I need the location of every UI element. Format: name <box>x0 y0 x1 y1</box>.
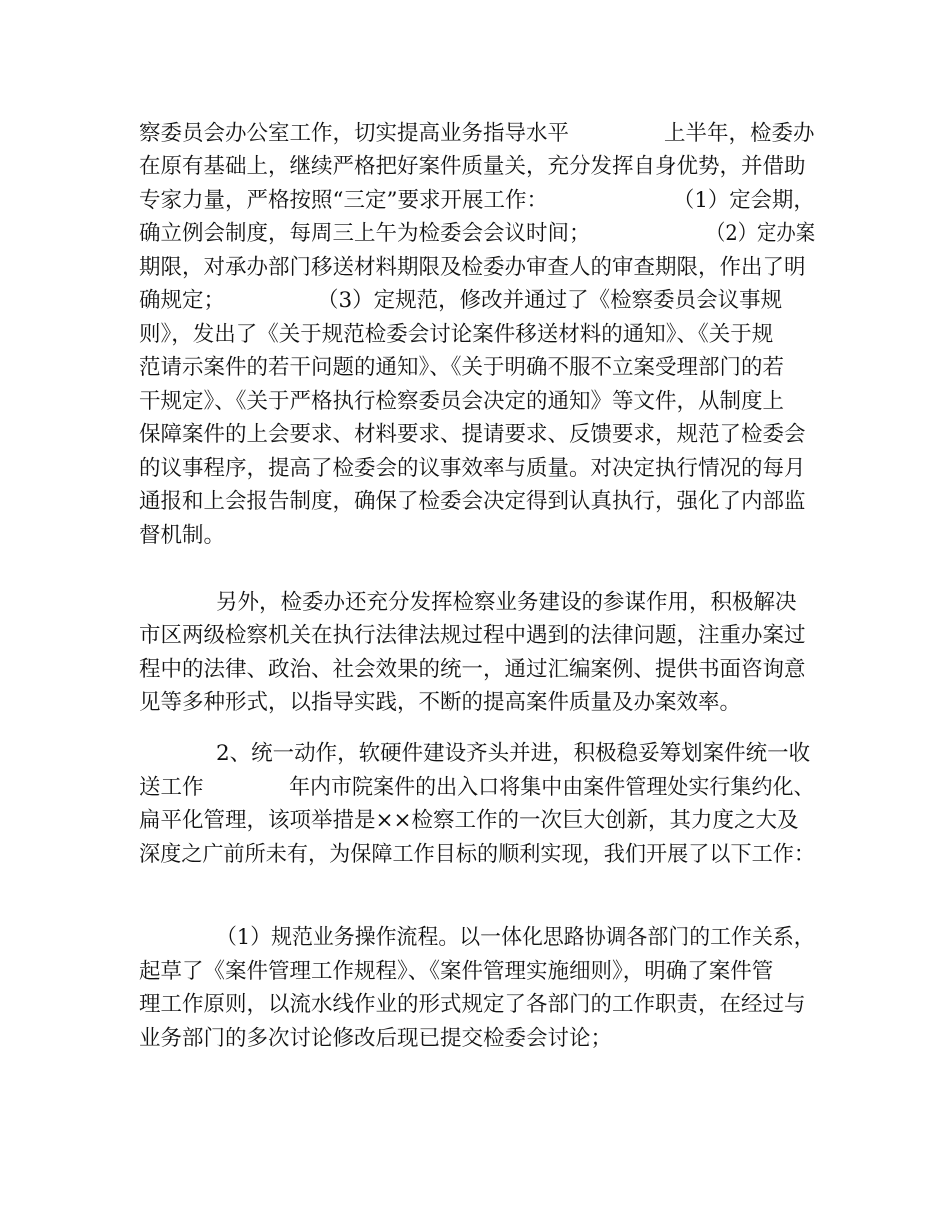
text-segment: 市区两级检察机关在执行法律法规过程中遇到的法律问题，注重办案过 <box>139 623 806 648</box>
text-segment: （3）定规范，修改并通过了《检察委员会议事规 <box>317 288 783 313</box>
text-segment: 通报和上会报告制度，确保了检委会决定得到认真执行，强化了内部监 <box>139 489 806 514</box>
text-segment: 在原有基础上，继续严格把好案件质量关，充分发挥自身优势，并借助 <box>139 154 806 179</box>
text-segment: 见等多种形式，以指导实践，不断的提高案件质量及办案效率。 <box>139 690 742 715</box>
text-segment: 专家力量，严格按照“三定”要求开展工作： <box>139 188 548 213</box>
text-segment: 另外，检委办还充分发挥检察业务建设的参谋作用，积极解决 <box>216 590 797 615</box>
text-segment: 确规定； <box>139 288 226 313</box>
text-segment: （2）定办案 <box>706 221 816 246</box>
text-segment: 扁平化管理，该项举措是××检察工作的一次巨大创新，其力度之大及 <box>139 808 799 833</box>
text-segment: 深度之广前所未有，为保障工作目标的顺利实现，我们开展了以下工作： <box>139 842 816 867</box>
text-segment: 程中的法律、政治、社会效果的统一，通过汇编案例、提供书面咨询意 <box>139 657 806 682</box>
text-segment: 上半年，检委办 <box>664 121 815 146</box>
text-segment: 期限，对承办部门移送材料期限及检委办审查人的审查期限，作出了明 <box>139 255 806 280</box>
text-segment: 确立例会制度，每周三上午为检委会会议时间； <box>139 221 591 246</box>
text-segment: 察委员会办公室工作，切实提高业务指导水平 <box>139 121 570 146</box>
text-segment: 理工作原则，以流水线作业的形式规定了各部门的工作职责，在经过与 <box>139 992 806 1017</box>
text-segment: 干规定》、《关于严格执行检察委员会决定的通知》等文件，从制度上 <box>139 389 785 414</box>
text-segment: 年内市院案件的出入口将集中由案件管理处实行集约化、 <box>289 775 815 800</box>
text-segment: 范请示案件的若干问题的通知》、《关于明确不服不立案受理部门的若 <box>139 355 785 380</box>
text-segment: 起草了《案件管理工作规程》、《案件管理实施细则》，明确了案件管 <box>139 959 774 984</box>
text-segment: 的议事程序，提高了检委会的议事效率与质量。对决定执行情况的每月 <box>139 456 806 481</box>
text-segment: 则》，发出了《关于规范检委会讨论案件移送材料的通知》、《关于规 <box>139 322 774 347</box>
text-segment: 2、统一动作，软硬件建设齐头并进，积极稳妥筹划案件统一收 <box>216 741 811 766</box>
text-segment: （1）规范业务操作流程。以一体化思路协调各部门的工作关系， <box>216 925 815 950</box>
text-segment: 业务部门的多次讨论修改后现已提交检委会讨论； <box>139 1026 613 1051</box>
text-segment: 保障案件的上会要求、材料要求、提请要求、反馈要求，规范了检委会 <box>139 422 806 447</box>
text-segment: 督机制。 <box>139 523 226 548</box>
text-segment: 送工作 <box>139 775 204 800</box>
text-segment: （1）定会期， <box>673 188 815 213</box>
